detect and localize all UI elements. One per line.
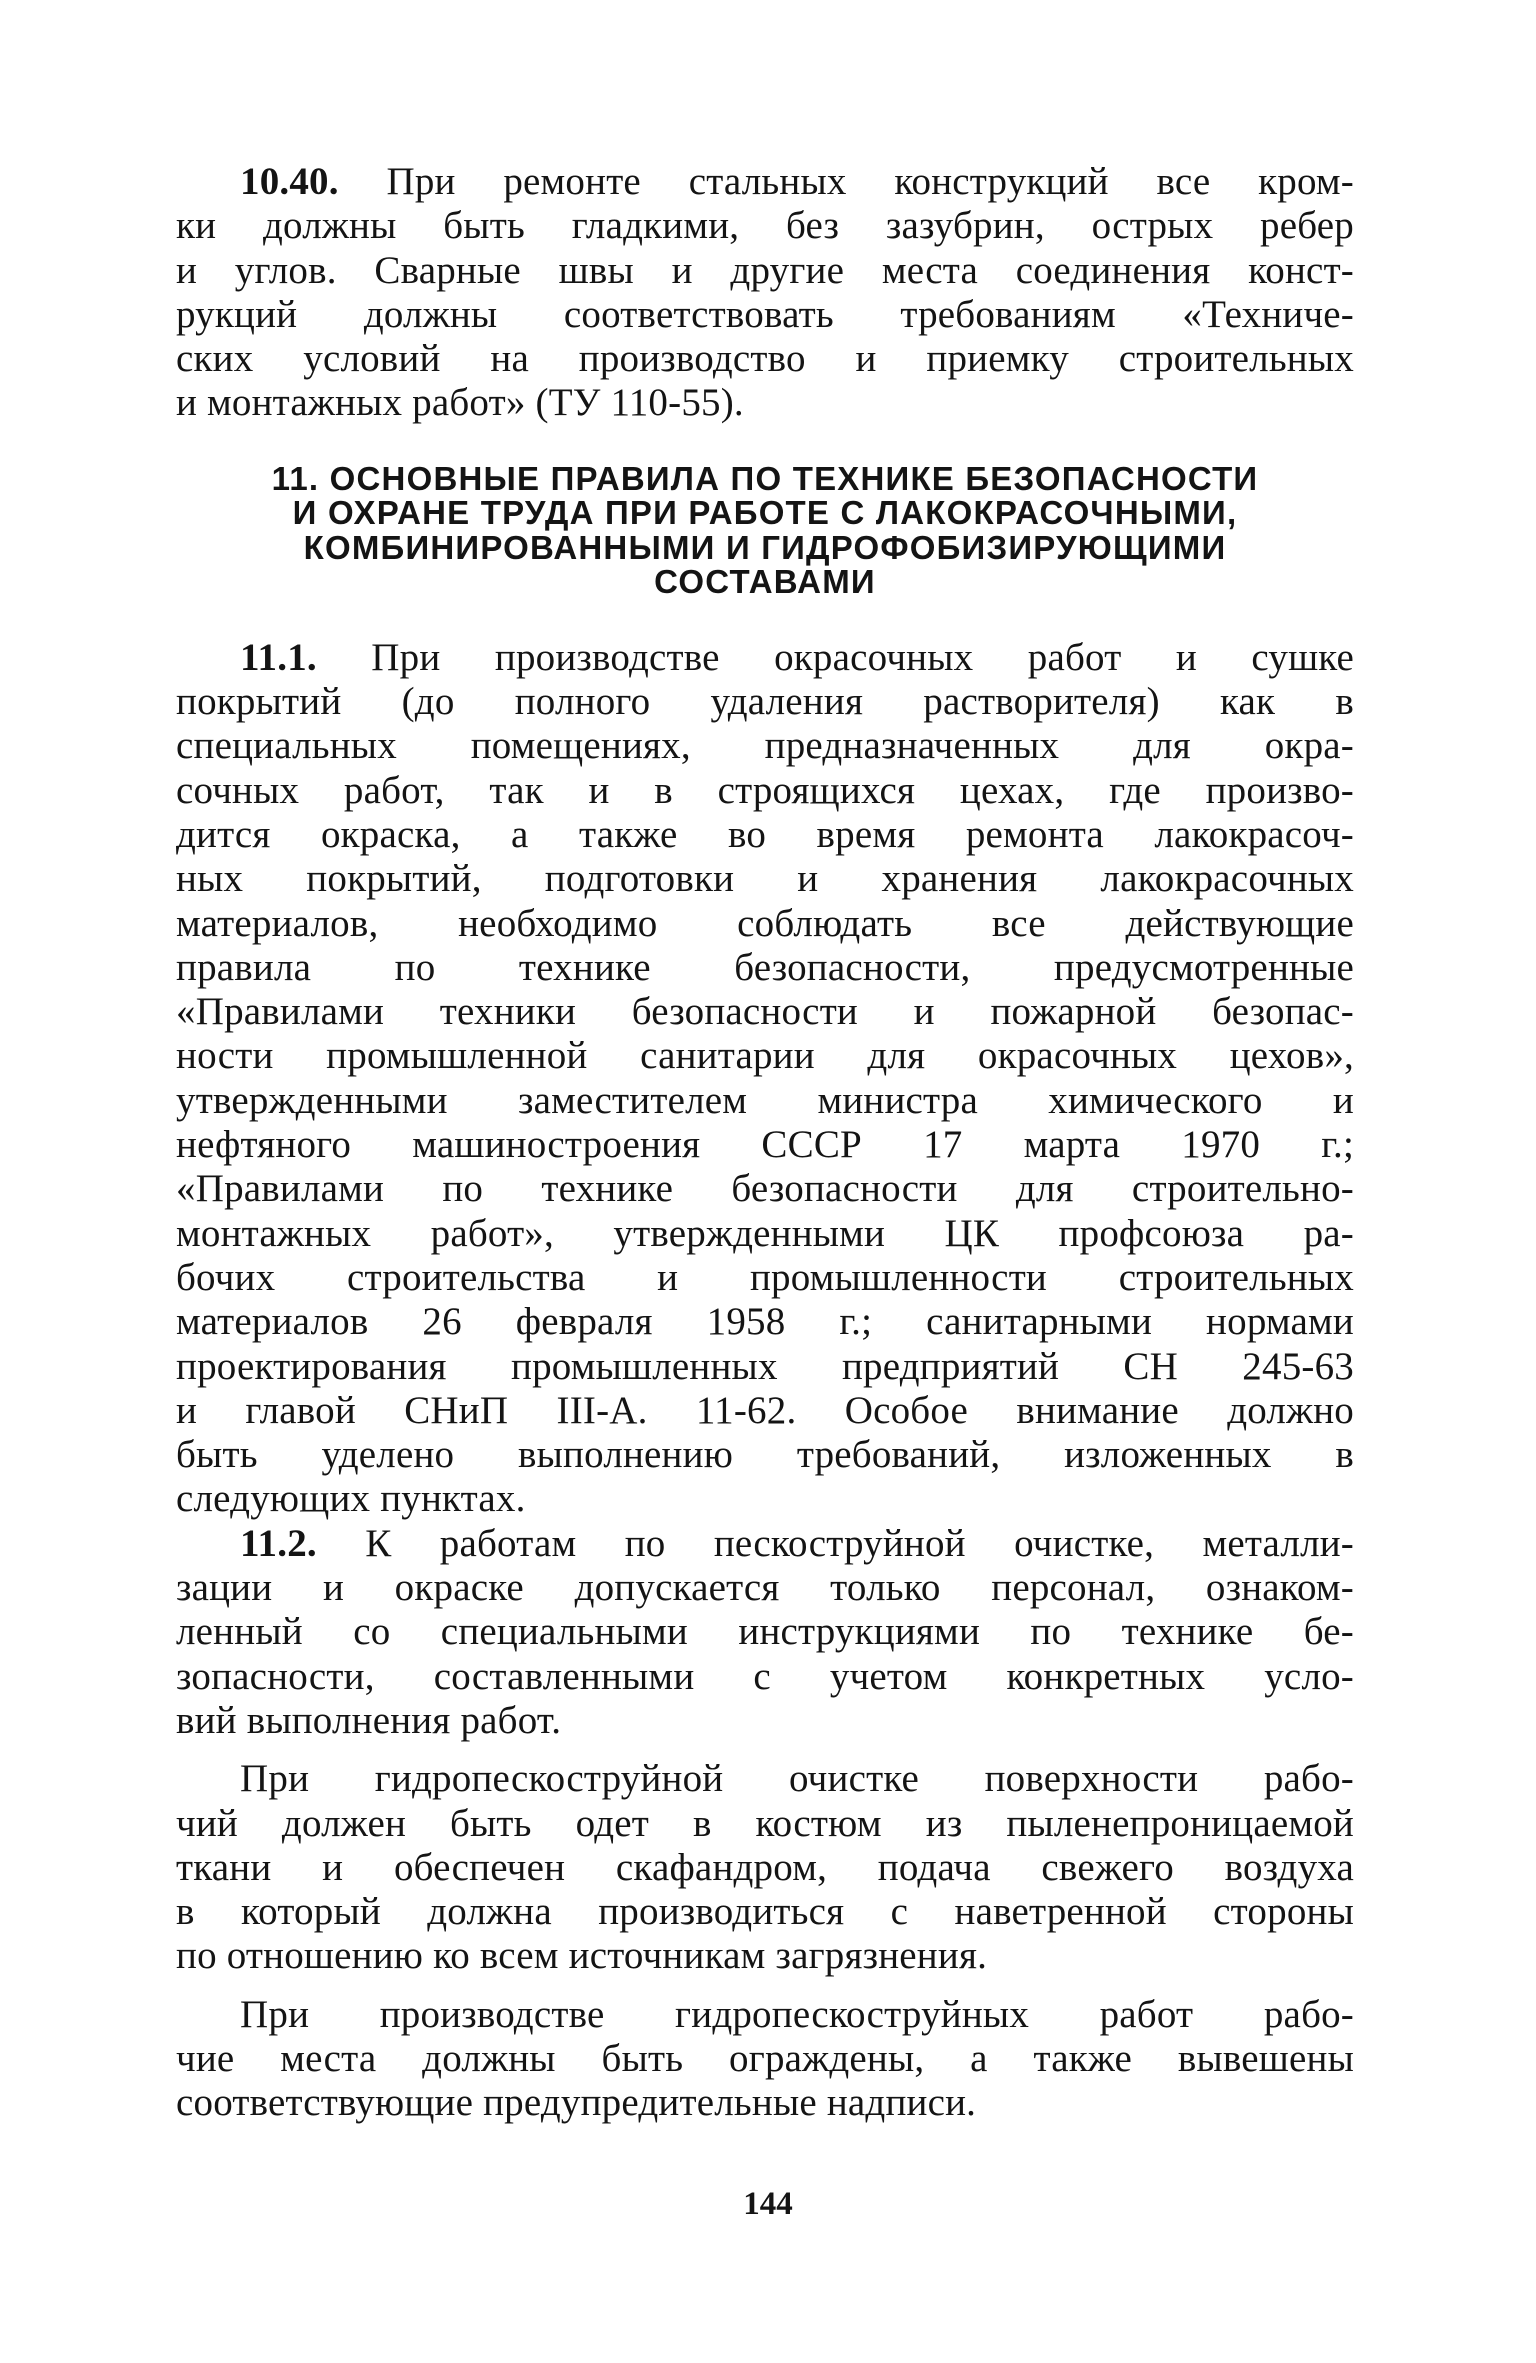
text-line: вий выполнения работ. — [176, 1698, 562, 1742]
text-line: правила по технике безопасности, предусмотренные — [176, 945, 1354, 989]
chapter-heading — [176, 459, 1354, 601]
text-line: 10.40. При ремонте стальных конструкций все кром- — [240, 160, 1354, 203]
text-line: и главой СНиП III-А. 11-62. Особое внимание должно — [176, 1388, 1354, 1432]
text-line: 11.2. К работам по пескоструйной очистке, металли- — [240, 1521, 1354, 1565]
text-line: и монтажных работ» (ТУ 110-55). — [176, 381, 744, 425]
text-line: сочных работ, так и в строящихся цехах, где произво- — [176, 768, 1354, 812]
text-line: следующих пунктах. — [176, 1477, 526, 1521]
paragraph-workplaces — [176, 1993, 1354, 2126]
text-line: ткани и обеспечен скафандром, подача свежего воздуха — [176, 1845, 1354, 1889]
text-line: специальных помещениях, предназначенных для окра- — [176, 724, 1354, 768]
text-line: утвержденными заместителем министра химического и — [176, 1078, 1354, 1122]
text-line: монтажных работ», утвержденными ЦК профсоюза ра- — [176, 1211, 1354, 1255]
text-line: быть уделено выполнению требований, изложенных в — [176, 1433, 1354, 1477]
text-line: дится окраска, а также во время ремонта лакокрасоч- — [176, 812, 1354, 856]
text-line: покрытий (до полного удаления растворителя) как в — [176, 680, 1354, 724]
text-line: ских условий на производство и приемку строительных — [176, 337, 1354, 381]
section-number: 11.2. — [240, 1521, 317, 1565]
paragraph-hydro-cleaning — [176, 1757, 1354, 1978]
text-line: чие места должны быть ограждены, а также вывешены — [176, 2036, 1354, 2080]
text-line: ки должны быть гладкими, без зазубрин, острых ребер — [176, 204, 1354, 248]
text-line: зопасности, составленными с учетом конкретных усло- — [176, 1654, 1354, 1698]
text-line: ленный со специальными инструкциями по технике бе- — [176, 1610, 1354, 1654]
text-line: материалов, необходимо соблюдать все действующие — [176, 901, 1354, 945]
section-10-40 — [176, 160, 1354, 426]
heading-line: КОМБИНИРОВАННЫМИ И ГИДРОФОБИЗИРУЮЩИМИ — [303, 528, 1227, 566]
text-line: в который должна производиться с наветренной стороны — [176, 1890, 1354, 1934]
text-line: соответствующие предупредительные надписи. — [176, 2081, 977, 2125]
text-line: ности промышленной санитарии для окрасочных цехов», — [176, 1034, 1354, 1078]
text-line: материалов 26 февраля 1958 г.; санитарными нормами — [176, 1300, 1354, 1344]
text-line: бочих строительства и промышленности строительных — [176, 1255, 1354, 1299]
page-number: 144 — [743, 2186, 793, 2222]
heading-line: И ОХРАНЕ ТРУДА ПРИ РАБОТЕ С ЛАКОКРАСОЧНЫМИ, — [292, 494, 1238, 532]
text-line: нефтяного машиностроения СССР 17 марта 1970 г.; — [176, 1123, 1354, 1167]
text-line: зации и окраске допускается только персонал, ознаком- — [176, 1566, 1354, 1610]
text-line: по отношению ко всем источникам загрязнения. — [176, 1934, 988, 1978]
text-line: проектирования промышленных предприятий СН 245-63 — [176, 1344, 1354, 1388]
heading-line: СОСТАВАМИ — [654, 563, 876, 601]
text-line: При гидропескоструйной очистке поверхности рабо- — [240, 1757, 1354, 1801]
text-line: «Правилами по технике безопасности для строительно- — [176, 1167, 1354, 1211]
section-number: 11.1. — [240, 635, 317, 679]
text-line: чий должен быть одет в костюм из пыленепроницаемой — [176, 1801, 1354, 1845]
text-line: 11.1. При производстве окрасочных работ и сушке — [240, 635, 1354, 679]
text-line: «Правилами техники безопасности и пожарной безопас- — [176, 990, 1354, 1034]
text-line: рукций должны соответствовать требованиям «Техниче- — [176, 292, 1354, 336]
page-body — [176, 160, 1354, 2126]
text-line: При производстве гидропескоструйных работ рабо- — [240, 1992, 1354, 2036]
text-line: и углов. Сварные швы и другие места соединения конст- — [176, 248, 1354, 292]
section-11-2 — [176, 1522, 1354, 1743]
text-line: ных покрытий, подготовки и хранения лакокрасочных — [176, 857, 1354, 901]
heading-line: 11. ОСНОВНЫЕ ПРАВИЛА ПО ТЕХНИКЕ БЕЗОПАСНОСТИ — [271, 459, 1259, 497]
section-number: 10.40. — [240, 160, 339, 203]
section-11-1 — [176, 636, 1354, 1522]
